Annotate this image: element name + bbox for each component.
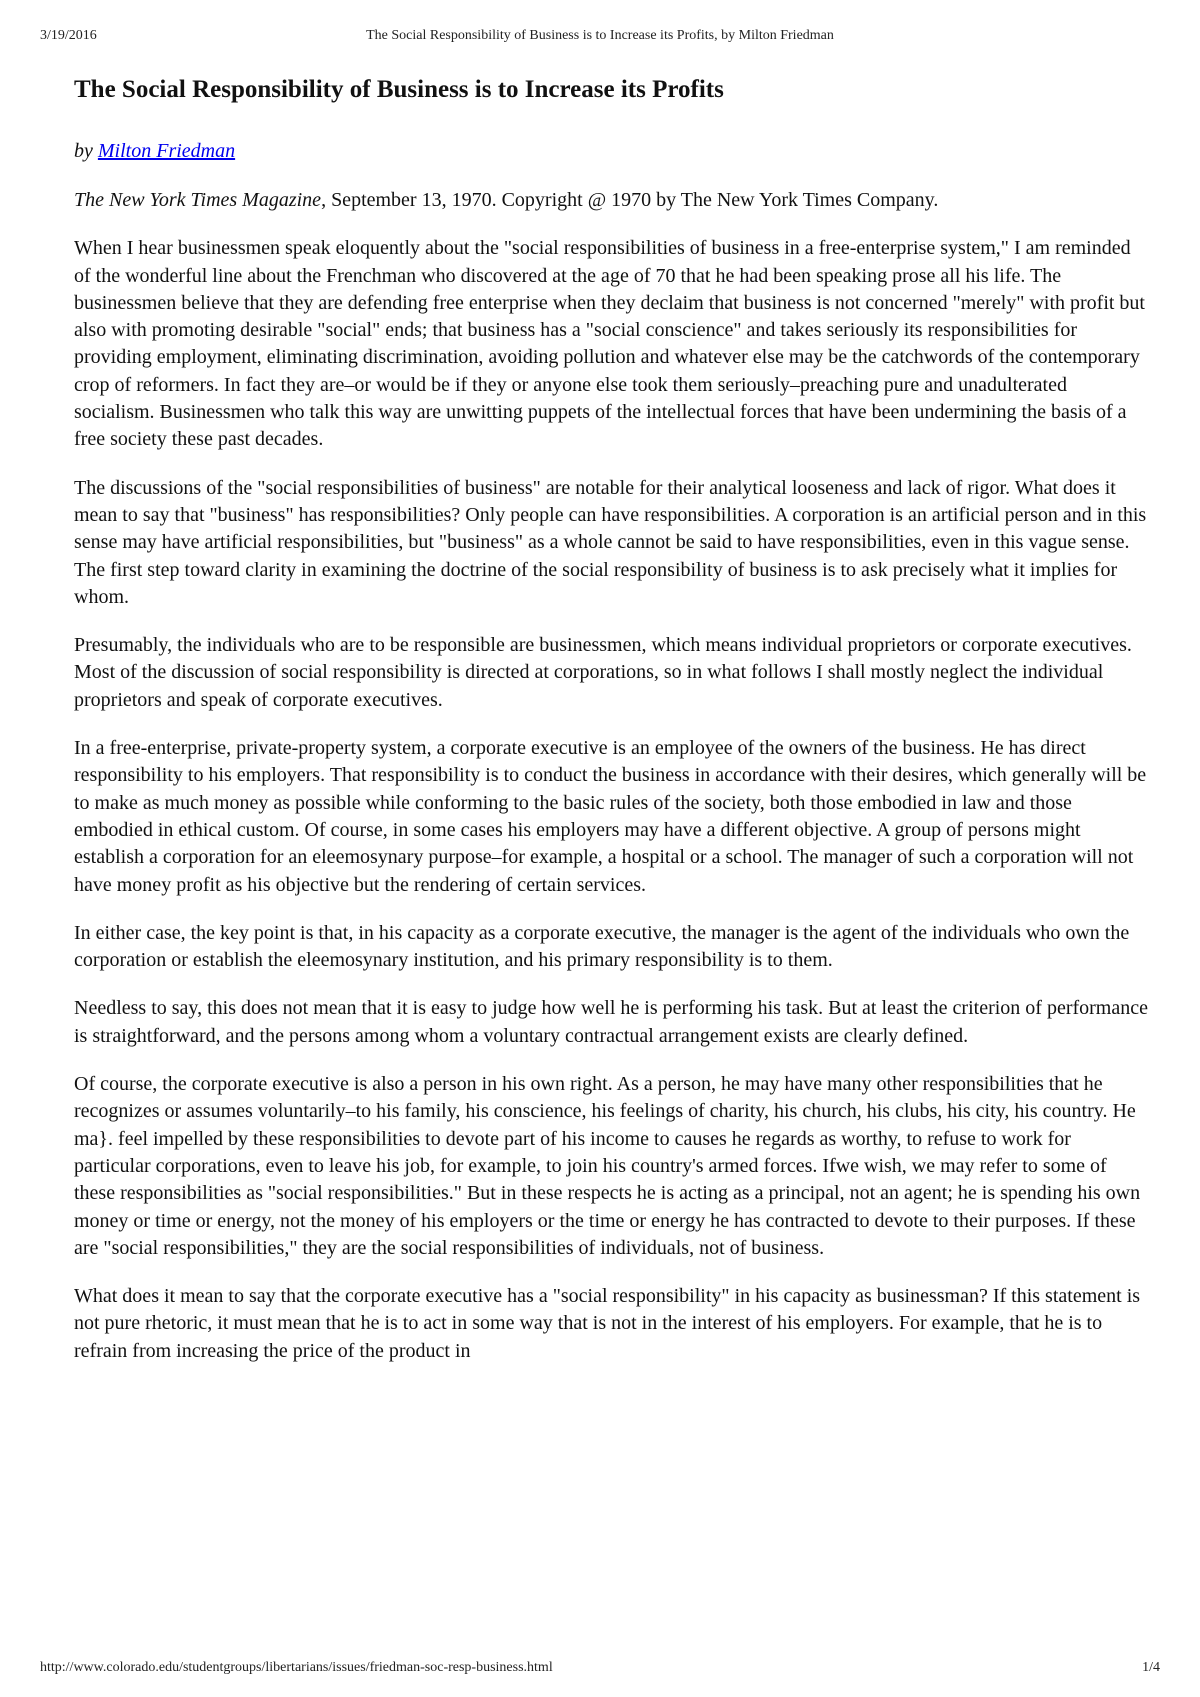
byline (74, 138, 1150, 165)
paragraph-1: When I hear businessmen speak eloquently about the "social responsibilities of business in a free-enterprise system," I am reminded of the wonderful line about the Frenchman who discovered at the age of 70 that he had been speaking prose all his life. The businessmen believe that they are defending free enterprise when they declaim that business is not concerned "merely" with profit but also with promoting desirable "social" ends; that business has a "social conscience" and takes seriously its responsibilities for providing employment, eliminating discrimination, avoiding pollution and whatever else may be the catchwords of the contemporary crop of reformers. In fact they are–or would be if they or anyone else took them seriously–preaching pure and unadulterated socialism. Businessmen who talk this way are unwitting puppets of the intellectual forces that have been undermining the basis of a free society these past decades. (74, 237, 1145, 451)
print-date: 3/19/2016 (40, 28, 97, 43)
paragraph-3: Presumably, the individuals who are to be responsible are businessmen, which means individual proprietors or corporate executives. Most of the discussion of social responsibility is directed at corporations, so in what follows I shall mostly neglect the individual proprietors and speak of corporate executives. (74, 634, 1132, 711)
paragraph-4: In a free-enterprise, private-property system, a corporate executive is an employee of the owners of the business. He has direct responsibility to his employers. That responsibility is to conduct the business in accordance with their desires, which generally will be to make as much money as possible while conforming to the basic rules of the society, both those embodied in law and those embodied in ethical custom. Of course, in some cases his employers may have a different objective. A group of persons might establish a corporation for an eleemosynary purpose–for example, a hospital or a school. The manager of such a corporation will not have money profit as his objective but the rendering of certain services. (74, 737, 1147, 896)
byline-prefix: by (74, 140, 98, 162)
paragraph-6: Needless to say, this does not mean that it is easy to judge how well he is performing his task. But at least the criterion of performance is straightforward, and the persons among whom a voluntary contractual arrangement exists are clearly defined. (74, 997, 1148, 1047)
author-link[interactable]: Milton Friedman (97, 140, 236, 162)
paragraph-2: The discussions of the "social responsibilities of business" are notable for their analytical looseness and lack of rigor. What does it mean to say that "business" has responsibilities? Only people can have responsibilities. A corporation is an artificial person and in this sense may have artificial responsibilities, but "business" as a whole cannot be said to have responsibilities, even in this vague sense. The first step toward clarity in examining the doctrine of the social responsibility of business is to ask precisely what it implies for whom. (74, 476, 1147, 608)
source-citation (74, 187, 1150, 214)
source-url: http://www.colorado.edu/studentgroups/libertarians/issues/friedman-soc-resp-business.html (40, 1660, 553, 1675)
source-details: , September 13, 1970. Copyright @ 1970 by The New York Times Company. (321, 189, 939, 211)
paragraph-8: What does it mean to say that the corporate executive has a "social responsibility" in his capacity as businessman? If this statement is not pure rhetoric, it must mean that he is to act in some way that is not in the interest of his employers. For example, that he is to refrain from increasing the price of the product in (74, 1285, 1141, 1362)
paragraph-7: Of course, the corporate executive is also a person in his own right. As a person, he may have many other responsibilities that he recognizes or assumes voluntarily–to his family, his conscience, his feelings of charity, his church, his clubs, his city, his country. He ma}. feel impelled by these responsibilities to devote part of his income to causes he regards as worthy, to refuse to work for particular corporations, even to leave his job, for example, to join his country's armed forces. Ifwe wish, we may refer to some of these responsibilities as "social responsibilities." But in these respects he is acting as a principal, not an agent; he is spending his own money or time or energy, not the money of his employers or the time or energy he has contracted to devote to their purposes. If these are "social responsibilities," they are the social responsibilities of individuals, not of business. (74, 1073, 1141, 1259)
print-page-title: The Social Responsibility of Business is to Increase its Profits, by Milton Friedman (366, 28, 834, 43)
page-number: 1/4 (1142, 1660, 1160, 1675)
source-publication: The New York Times Magazine (74, 189, 322, 211)
print-header (40, 28, 1160, 48)
article-title: The Social Responsibility of Business is to Increase its Profits (74, 76, 724, 103)
paragraph-5: In either case, the key point is that, in his capacity as a corporate executive, the manager is the agent of the individuals who own the corporation or establish the eleemosynary institution, and his primary responsibility is to them. (74, 921, 1130, 972)
article (74, 68, 1150, 1365)
print-footer (40, 1660, 1160, 1680)
